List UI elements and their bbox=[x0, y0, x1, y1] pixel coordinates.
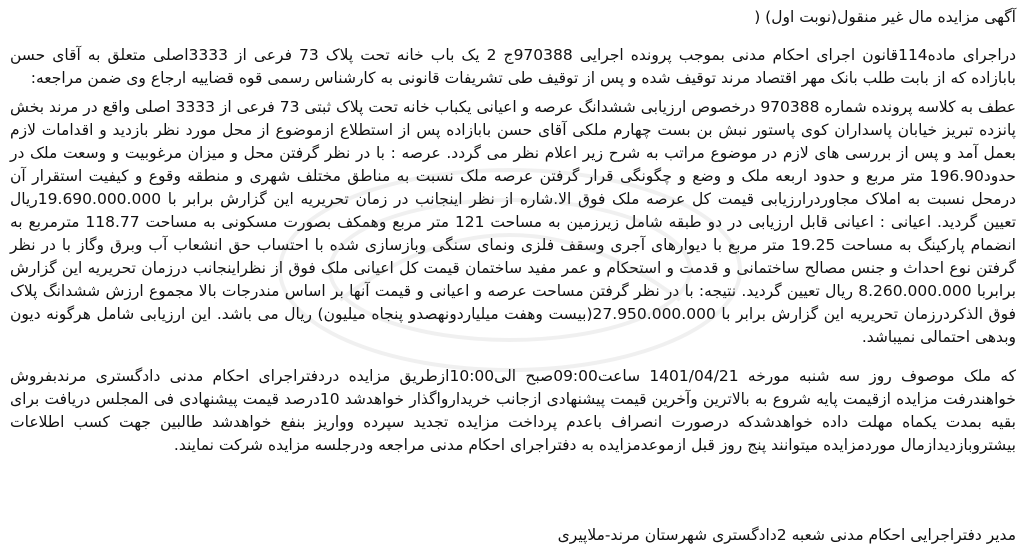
notice-paragraph-intro: دراجرای ماده114قانون اجرای احکام مدنی بموجب پرونده اجرایی 970388ج 2 یک باب خانه تحت پلاک 73 فرعی از 3333اصلی متعلق به آقای حسن بابازاده که از بابت طلب بانک مهر اقتصاد مرند توقیف شده و پس از توقیف طی تشریفات قانونی به کارشناس رسمی قوه قضاییه ارجاع وی ضمن مراجعه: bbox=[10, 46, 1017, 87]
notice-paragraph-auction: که ملک موصوف روز سه شنبه مورخه 1401/04/21 ساعت09:00صبح الی10:00ازطریق مزایده دردفتراجرای احکام مدنی دادگستری مرندبفروش خواهندرفت مزایده ازقیمت پایه شروع به بالاترین وآخرین قیمت پیشنهادی ازجانب خریدارواگذار خواهدشد 10درصد قیمت پیشنهادی فی المجلس دریافت برای بقیه بمدت یکماه مهلت داده خواهدشدکه درصورت انصراف باعدم پرداخت مزایده تجدید سپرده وواریز بنفع خواهدشد طالبین جهت کسب اطلاعات بیشتروبازدیدازمال موردمزایده میتوانند پنج روز قبل ازموعدمزایده به دفتراجرای احکام مدنی مراجعه ودرجلسه مزایده شرکت نمایند. bbox=[10, 367, 1017, 454]
notice-paragraph-appraisal: عطف به کلاسه پرونده شماره 970388 درخصوص ارزیابی ششدانگ عرصه و اعیانی یکباب خانه تحت پلاک ثبتی 73 فرعی از 3333 اصلی واقع در مرند بخش پانزده تبریز خیابان پاسداران کوی پاستور نبش بن بست چهارم ملکی آقای حسن بابازاده پس از استطلاع ازموضوع از محل مورد نظر بازدید و اقدامات لازم بعمل آمد و پس از بررسی های لازم در موضوع مراتب به شرح زیر اعلام نظر می گردد. عرصه : با در نظر گرفتن محل و میزان مرغوبیت و وسعت ملک در حدود196.90 متر مربع و حدود اربعه ملک و وضع و چگونگی قرار گرفتن عرصه ملک نسبت به مناطق مختلف شهری و منطقه وقوع و کیفیت استقرار آن درمحل نسبت به املاک مجاوردرارزیابی قیمت کل عرصه ملک فوق الا.شاره از نظر اینجانب در زمان تحریریه این گزارش برابر با 19.690.000.000ریال تعیین گردید. اعیانی : اعیانی قابل ارزیابی در دو طبقه شامل زیرزمین به مساحت 121 متر مربع وهمکف بصورت مسکونی به مساحت 118.77 مترمربع به انضمام پارکینگ به مساحت 19.25 متر مربع با دیوارهای آجری وسقف فلزی ونمای سنگی وبازسازی شده با احتساب حق انشعاب آب وبرق وگاز با در نظر گرفتن نوع احداث و جنس مصالح ساختمانی و قدمت و استحکام و عمر مفید ساختمان قیمت کل اعیانی ملک فوق از نظراینجانب درزمان تحریریه این گزارش برابربا 8.260.000.000 ریال تعیین گردید. نتیجه: با در نظر گرفتن مساحت عرصه و اعیانی و قیمت آنها بر اساس مندرجات بالا مجموع ارزش ششدانگ پلاک فوق الذکردرزمان تحریریه این گزارش برابر با 27.950.000.000(بیست وهفت میلیاردونهصدو پنجاه میلیون) ریال می باشد. این ارزیابی شامل هرگونه دیون وبدهی احتمالی نمیباشد. bbox=[10, 98, 1017, 346]
notice-signature: مدیر دفتراجرایی احکام مدنی شعبه 2دادگستری شهرستان مرند-ملاپیری bbox=[557, 526, 1016, 544]
notice-title: آگهی مزایده مال غیر منقول(نوبت اول) ( bbox=[754, 8, 1016, 26]
